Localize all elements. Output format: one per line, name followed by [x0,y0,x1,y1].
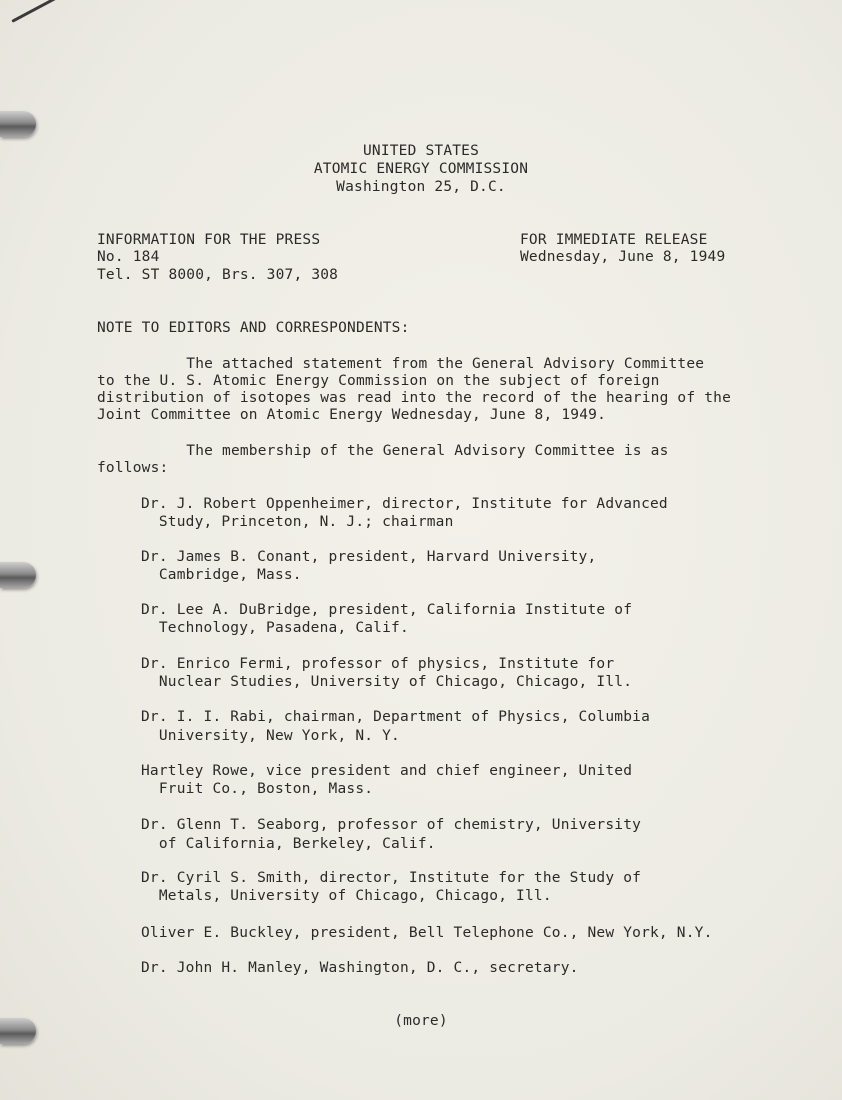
paragraph-line: distribution of isotopes was read into the record of the hearing of the [97,390,732,406]
press-info-label: INFORMATION FOR THE PRESS [97,232,321,248]
member-entry-line: Nuclear Studies, University of Chicago, Chicago, Ill. [141,674,633,690]
release-type: FOR IMMEDIATE RELEASE [520,232,708,248]
paragraph-line: to the U. S. Atomic Energy Commission on the subject of foreign [97,373,660,389]
member-entry-line: Dr. J. Robert Oppenheimer, director, Institute for Advanced [141,496,668,512]
member-entry-line: Dr. James B. Conant, president, Harvard University, [141,549,597,565]
continuation-note: (more) [394,1013,448,1029]
note-heading: NOTE TO EDITORS AND CORRESPONDENTS: [97,320,410,336]
agency-name: ATOMIC ENERGY COMMISSION [313,161,529,177]
paragraph-line: follows: [97,460,169,476]
member-entry-line: Dr. Enrico Fermi, professor of physics, Institute for [141,656,615,672]
binder-ring-top [0,111,36,137]
member-entry-line: Fruit Co., Boston, Mass. [141,781,374,797]
agency-address: Washington 25, D.C. [336,179,506,195]
member-entry-line: Metals, University of Chicago, Chicago, Ill. [141,888,552,904]
agency-country: UNITED STATES [362,143,480,159]
staple [11,0,57,23]
member-entry-line: Oliver E. Buckley, president, Bell Telephone Co., New York, N.Y. [141,925,713,941]
member-entry-line: Dr. Lee A. DuBridge, president, California Institute of [141,602,633,618]
member-entry-line: Dr. I. I. Rabi, chairman, Department of Physics, Columbia [141,709,650,725]
release-date: Wednesday, June 8, 1949 [520,249,726,265]
member-entry-line: University, New York, N. Y. [141,728,400,744]
paragraph-line: Joint Committee on Atomic Energy Wednesday, June 8, 1949. [97,407,606,423]
paragraph-line: The membership of the General Advisory Committee is as [97,443,669,459]
member-entry-line: Dr. Glenn T. Seaborg, professor of chemistry, University [141,817,642,833]
member-entry-line: Technology, Pasadena, Calif. [141,620,409,636]
member-entry-line: of California, Berkeley, Calif. [141,836,436,852]
member-entry-line: Cambridge, Mass. [141,567,302,583]
member-entry-line: Dr. Cyril S. Smith, director, Institute for the Study of [141,870,642,886]
member-entry-line: Dr. John H. Manley, Washington, D. C., secretary. [141,960,579,976]
telephone-line: Tel. ST 8000, Brs. 307, 308 [97,267,339,283]
release-number: No. 184 [97,249,160,265]
member-entry-line: Hartley Rowe, vice president and chief engineer, United [141,763,633,779]
binder-ring-middle [0,562,36,588]
member-entry-line: Study, Princeton, N. J.; chairman [141,514,454,530]
paragraph-line: The attached statement from the General Advisory Committee [97,356,705,372]
